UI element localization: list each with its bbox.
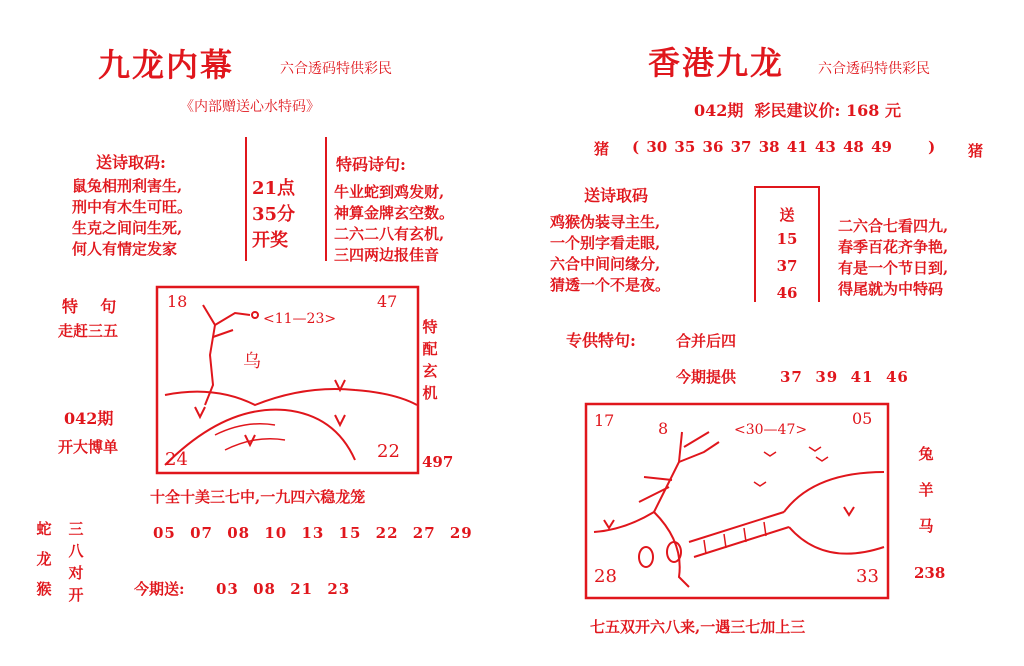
- poem-line: 鼠兔相刑利害生,: [72, 177, 183, 195]
- send-label: 送: [779, 206, 795, 224]
- number-item: 08: [227, 524, 251, 542]
- special-text: 走赶三五: [58, 322, 119, 340]
- send-number: 46: [776, 284, 798, 302]
- left-zodiac-vertical: [34, 514, 54, 604]
- side-char: 玄: [422, 362, 438, 380]
- right-subtitle: 六合透码特供彩民: [818, 61, 930, 77]
- number-item: 13: [301, 524, 325, 542]
- sketch-bl-number: 28: [594, 566, 617, 587]
- left-side-vertical: [420, 316, 440, 404]
- poem-line: 何人有情定发家: [72, 240, 178, 258]
- sketch-br-number: 33: [856, 566, 879, 587]
- draw-time-text: [252, 176, 295, 254]
- left-riddle-heading: 特码诗句:: [336, 155, 406, 174]
- right-title: 香港九龙: [648, 44, 785, 82]
- left-tagline: 《内部赠送心水特码》: [180, 99, 320, 115]
- zodiac-char: 羊: [918, 481, 934, 499]
- pig-label-left: 猪: [594, 140, 610, 158]
- poem-line: 二六合七看四九,: [838, 217, 949, 235]
- zodiac-char: 兔: [918, 445, 934, 463]
- riddle-line: 神算金牌玄空数。: [334, 204, 455, 222]
- draw-time-line: 开奖: [252, 230, 288, 251]
- poem-line: 生克之间问生死,: [72, 219, 183, 237]
- right-poem-bottom: 七五双开六八来,一遇三七加上三: [590, 618, 806, 636]
- zodiac-char: 龙: [36, 550, 52, 568]
- poem-line: 六合中间问缘分,: [550, 255, 661, 273]
- right-sketch: [584, 402, 890, 600]
- number-item: 29: [449, 524, 473, 542]
- poem-line: 刑中有木生可旺。: [72, 198, 193, 216]
- right-special-text: 合并后四: [676, 332, 737, 350]
- send-number: 37: [776, 257, 798, 275]
- left-sketch: [155, 285, 420, 475]
- today-numbers: [216, 580, 350, 598]
- sketch-mid-number: 8: [658, 419, 669, 438]
- number-item: 27: [412, 524, 436, 542]
- send-box-values: [756, 202, 818, 307]
- sketch-tl-number: 18: [167, 292, 188, 311]
- special-heading: 特 句: [62, 297, 117, 316]
- side-char: 机: [422, 384, 438, 402]
- pair-char: 对: [68, 564, 84, 582]
- left-issue-text: 开大博单: [58, 438, 119, 456]
- right-special-label: 专供特句:: [566, 331, 636, 350]
- pair-char: 八: [68, 542, 84, 560]
- left-pair-vertical: [66, 518, 86, 606]
- poem-line: 得尾就为中特码: [838, 280, 944, 298]
- right-poem-heading: 送诗取码: [584, 186, 649, 205]
- sketch-tr-number: 47: [377, 292, 398, 311]
- left-issue: 042期: [64, 409, 114, 428]
- side-char: 特: [422, 318, 438, 336]
- draw-time-line: 35分: [252, 204, 296, 225]
- left-riddle: [334, 182, 454, 266]
- zodiac-char: 蛇: [36, 520, 52, 538]
- number-item: 07: [190, 524, 213, 542]
- pair-char: 三: [68, 520, 84, 538]
- pair-char: 开: [68, 586, 84, 604]
- number-item: 05: [153, 524, 176, 542]
- pig-numbers: ( 30 35 36 37 38 41 43 48 49 ): [632, 138, 936, 156]
- left-poem-bottom: 十全十美三七中,一九四六稳龙笼: [150, 488, 366, 506]
- poem-line: 一个别字看走眼,: [550, 234, 661, 252]
- left-poem: [72, 176, 192, 260]
- sketch-bl-number: 24: [165, 449, 188, 470]
- today-number: 23: [327, 580, 351, 598]
- riddle-line: 二六二八有玄机,: [334, 225, 445, 243]
- today-number: 21: [290, 580, 314, 598]
- sketch-char: 乌: [243, 351, 261, 372]
- sketch-tl-number: 17: [594, 411, 615, 430]
- right-issue-line: 042期 彩民建议价: 168 元: [694, 101, 901, 120]
- left-subtitle: 六合透码特供彩民: [280, 61, 392, 77]
- side-char: 配: [422, 340, 438, 358]
- right-poem2: [838, 216, 948, 300]
- today-number: 08: [253, 580, 276, 598]
- right-poem: [550, 212, 670, 296]
- right-side-number: 238: [914, 564, 946, 582]
- draw-time-line: 21点: [252, 178, 296, 199]
- number-item: 15: [338, 524, 362, 542]
- sketch-range: <30—47>: [734, 422, 808, 438]
- sketch-br-number: 22: [377, 441, 400, 462]
- poem-line: 有是一个节日到,: [838, 259, 949, 277]
- right-zodiac-vertical: [916, 436, 936, 544]
- number-item: 10: [264, 524, 288, 542]
- riddle-line: 三四两边报佳音: [334, 246, 440, 264]
- zodiac-char: 猴: [36, 580, 52, 598]
- poem-line: 鸡猴伪装寻主生,: [550, 213, 661, 231]
- left-side-number: 497: [422, 453, 454, 471]
- send-number: 15: [776, 230, 798, 248]
- pig-label-right: 猪: [968, 142, 984, 160]
- zodiac-char: 马: [918, 517, 934, 535]
- left-number-list: [153, 524, 473, 542]
- riddle-line: 牛业蛇到鸡发财,: [334, 183, 445, 201]
- number-item: 22: [375, 524, 399, 542]
- sketch-tr-number: 05: [852, 409, 873, 428]
- sketch-range: <11—23>: [263, 311, 337, 327]
- today-number: 03: [216, 580, 239, 598]
- poem-line: 春季百花齐争艳,: [838, 238, 949, 256]
- left-title: 九龙内幕: [98, 46, 235, 84]
- offer-label: 今期提供: [676, 368, 737, 386]
- today-label: 今期送:: [134, 580, 185, 598]
- offer-numbers: 37 39 41 46: [780, 368, 909, 386]
- poem-line: 猜透一个不是夜。: [550, 276, 671, 294]
- left-poem-heading: 送诗取码:: [96, 153, 166, 172]
